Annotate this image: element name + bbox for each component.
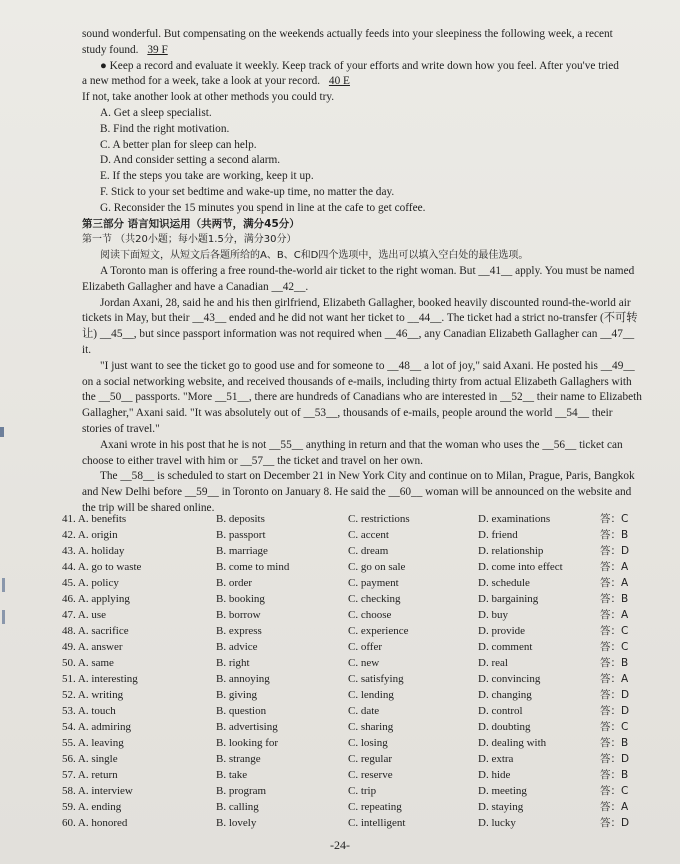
question-row [62,687,642,703]
option-d: D. extra [478,753,514,765]
option-line: G. Reconsider the 15 minutes you spend in line at the cafe to get coffee. [100,201,426,214]
option-a: 57. A. return [62,769,118,781]
intro-line [82,74,642,90]
option-b: B. strange [216,753,261,765]
question-row [62,607,642,623]
option-c: C. experience [348,625,409,637]
question-row [62,511,642,527]
option-a: 59. A. ending [62,801,122,813]
option-d: D. schedule [478,577,530,589]
option-d: D. hide [478,769,511,781]
question-row [62,719,642,735]
option-b: B. passport [216,529,266,541]
option-b: B. looking for [216,737,279,749]
answer-mark: 答：B [600,529,629,541]
option-d: D. convincing [478,673,541,685]
answer-mark: 答：A [600,801,629,813]
option-d: D. comment [478,641,533,653]
passage-paragraph: Axani wrote in his post that he is not __55__ anything in return and that the woman who uses the __56__ ticket can choose to either travel with him or __57__ the ticket and travel on her own. [82,438,623,467]
option-c: C. go on sale [348,561,406,573]
answer-mark: 答：C [600,513,629,525]
question-row [62,767,642,783]
section-subtitle: 第一节 （共20小题；每小题1.5分，满分30分） [82,234,297,246]
option-d: D. come into effect [478,561,563,573]
option-a: 44. A. go to waste [62,561,142,573]
answer-mark: 答：C [600,721,629,733]
option-a: 52. A. writing [62,689,124,701]
option-c: C. reserve [348,769,393,781]
binder-clip-mark [2,610,5,624]
option-a: 46. A. applying [62,593,130,605]
question-row [62,799,642,815]
option-b: B. take [216,769,248,781]
question-row [62,735,642,751]
option-c: C. lending [348,689,394,701]
option-d: D. control [478,705,523,717]
option-b: B. come to mind [216,561,290,573]
option-a: 58. A. interview [62,785,133,797]
option-line: C. A better plan for sleep can help. [100,138,257,151]
answer-mark: 答：A [600,577,629,589]
option-b: B. lovely [216,817,257,829]
question-row [62,639,642,655]
intro-line: If not, take another look at other methods you could try. [82,91,335,104]
option-b: B. right [216,657,250,669]
question-row [62,703,642,719]
option-d: D. buy [478,609,508,621]
option-d: D. lucky [478,817,516,829]
option-c: C. checking [348,593,401,605]
option-c: C. losing [348,737,388,749]
question-row [62,623,642,639]
option-b: B. borrow [216,609,261,621]
answer-mark: 答：A [600,609,629,621]
option-a: 51. A. interesting [62,673,138,685]
question-row [62,815,642,831]
section-instruction: 阅读下面短文，从短文后各题所给的A、B、C和D四个选项中，选出可以填入空白处的最佳选项。 [100,250,529,262]
passage-paragraph: A Toronto man is offering a free round-the-world air ticket to the right woman. But __41__ apply. You must be named Elizabeth Gallagher and have a Canadian __42__. [82,264,635,293]
option-c: C. new [348,657,380,669]
option-c: C. repeating [348,801,402,813]
answer-blank-39: 39 F [147,43,168,56]
answer-mark: 答：C [600,641,629,653]
option-d: D. dealing with [478,737,547,749]
option-c: C. dream [348,545,389,557]
answer-mark: 答：D [600,753,630,765]
answer-mark: 答：B [600,657,629,669]
option-b: B. booking [216,593,265,605]
option-c: C. intelligent [348,817,406,829]
option-a: 49. A. answer [62,641,123,653]
passage-paragraph: Jordan Axani, 28, said he and his then girlfriend, Elizabeth Gallagher, booked heavily discounted round-the-world air tickets in May, but their __43__ ended and he did not want her ticket to __44__. The ticket had a strict no-transfer (不可转让) __45__, but since passport information was not required when __46__, any Canadian Elizabeth Gallagher can __47__ it. [82,296,638,356]
page-number: -24- [330,838,350,852]
option-b: B. question [216,705,267,717]
intro-line: ● Keep a record and evaluate it weekly. Keep track of your efforts and write down how you feel. After you've tried [100,59,619,72]
intro-line: sound wonderful. But compensating on the weekends actually feeds into your sleepiness the following week, a recent [82,28,613,40]
question-row [62,655,642,671]
intro-line [82,43,642,59]
binder-clip-mark [2,578,5,592]
answer-mark: 答：B [600,737,629,749]
section-title: 第三部分 语言知识运用（共两节，满分45分） [82,217,300,230]
question-row [62,559,642,575]
binder-clip-mark [0,427,4,437]
option-a: 53. A. touch [62,705,116,717]
option-c: C. date [348,705,380,717]
option-line: D. And consider setting a second alarm. [100,154,281,167]
option-b: B. annoying [216,673,270,685]
answer-mark: 答：D [600,705,630,717]
option-a: 56. A. single [62,753,118,765]
option-d: D. relationship [478,545,544,557]
answer-mark: 答：A [600,673,629,685]
question-row [62,575,642,591]
option-c: C. trip [348,785,377,797]
option-a: 50. A. same [62,657,114,669]
option-d: D. bargaining [478,593,539,605]
option-a: 55. A. leaving [62,737,124,749]
answer-mark: 答：D [600,689,630,701]
question-row [62,543,642,559]
option-c: C. payment [348,577,399,589]
option-c: C. sharing [348,721,394,733]
option-c: C. restrictions [348,513,410,525]
option-a: 60. A. honored [62,817,128,829]
option-a: 47. A. use [62,609,106,621]
intro-line-text: study found. [82,43,139,56]
option-a: 43. A. holiday [62,545,125,557]
passage-paragraph: "I just want to see the ticket go to good use and for someone to __48__ a lot of joy," said Axani. He posted his __49__ on a social networking website, and received thousands of e-mails, including thirty from actual Elizabeth Gallaghers with the __50__ passports. "More __51__, there are hundreds of Canadians who are interested in __52__ their name to Elizabeth Gallagher," Axani said. "It was absolutely out of __53__, thousands of e-mails, people around the world __54__ their stories of travel." [82,359,642,435]
option-b: B. deposits [216,513,265,525]
option-line: B. Find the right motivation. [100,122,230,135]
option-b: B. program [216,785,267,797]
option-c: C. satisfying [348,673,404,685]
intro-block [82,27,642,517]
answer-mark: 答：A [600,561,629,573]
option-d: D. meeting [478,785,527,797]
option-b: B. marriage [216,545,268,557]
option-c: C. offer [348,641,383,653]
option-a: 41. A. benefits [62,513,127,525]
option-c: C. regular [348,753,392,765]
option-a: 45. A. policy [62,577,119,589]
option-d: D. staying [478,801,524,813]
option-d: D. doubting [478,721,531,733]
answer-mark: 答：B [600,769,629,781]
option-b: B. giving [216,689,257,701]
intro-line-text: a new method for a week, take a look at your record. [82,75,321,88]
option-d: D. friend [478,529,518,541]
answer-mark: 答：B [600,593,629,605]
question-row [62,671,642,687]
option-b: B. calling [216,801,259,813]
answer-mark: 答：C [600,625,629,637]
question-row [62,751,642,767]
option-d: D. changing [478,689,532,701]
option-a: 42. A. origin [62,529,118,541]
option-c: C. choose [348,609,392,621]
passage-paragraph: The __58__ is scheduled to start on December 21 in New York City and continue on to Milan, Prague, Paris, Bangkok and New Delhi before __59__ in Toronto on January 8. He said the __60__ woman will be announced on the website and the trip will be shared online. [82,470,635,514]
answer-mark: 答：D [600,817,630,829]
option-b: B. advice [216,641,258,653]
option-a: 54. A. admiring [62,721,132,733]
option-line: A. Get a sleep specialist. [100,106,212,119]
option-b: B. express [216,625,262,637]
option-a: 48. A. sacrifice [62,625,129,637]
answer-blank-40: 40 E [328,75,350,88]
question-row [62,527,642,543]
option-d: D. provide [478,625,526,637]
option-line: E. If the steps you take are working, keep it up. [100,170,314,183]
answer-mark: 答：C [600,785,629,797]
option-d: D. examinations [478,513,551,525]
option-b: B. order [216,577,253,589]
option-d: D. real [478,657,508,669]
option-b: B. advertising [216,721,278,733]
option-c: C. accent [348,529,389,541]
question-row [62,591,642,607]
option-line: F. Stick to your set bedtime and wake-up time, no matter the day. [100,185,395,198]
answer-mark: 答：D [600,545,630,557]
question-row [62,783,642,799]
